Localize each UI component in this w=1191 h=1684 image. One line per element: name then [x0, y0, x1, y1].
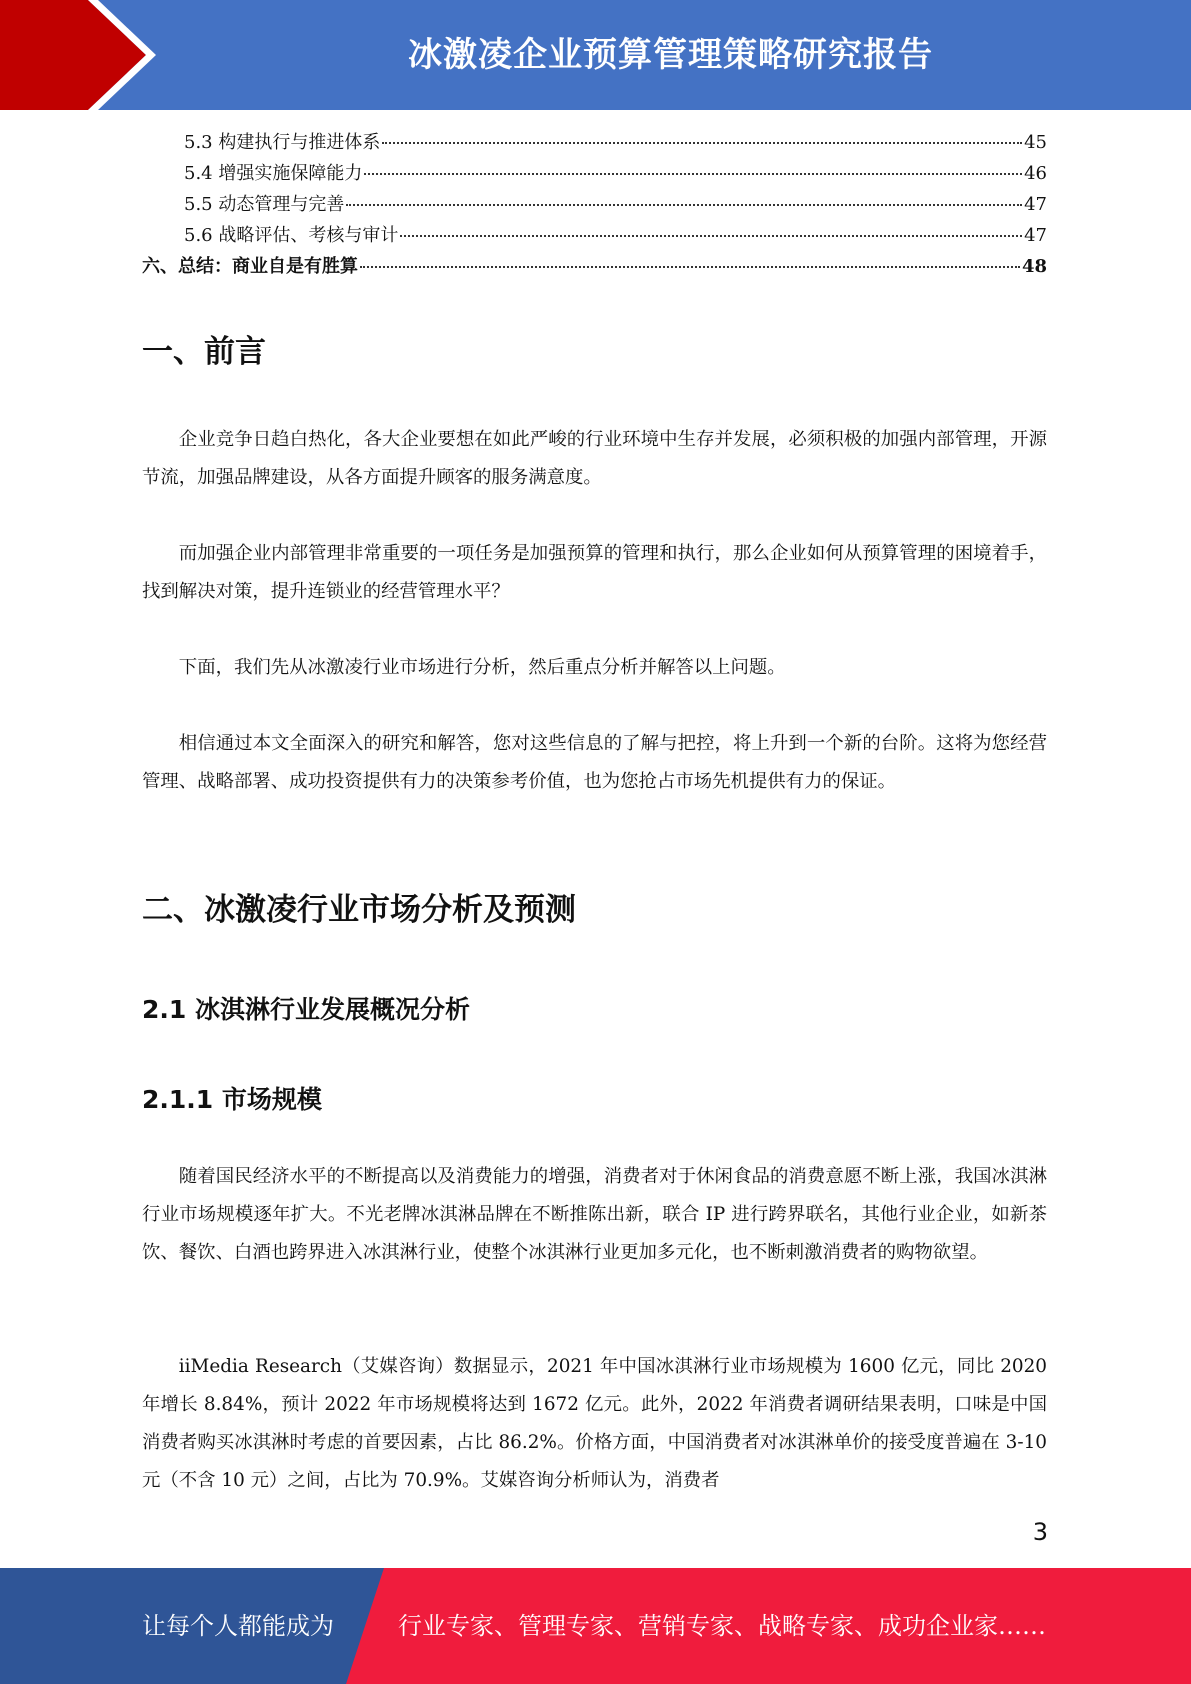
toc-entry-page: 48	[1021, 256, 1047, 277]
toc-leader-dots	[382, 142, 1022, 144]
toc-entry-label: 5.4 增强实施保障能力	[184, 163, 363, 184]
toc-entry-label: 六、总结：商业自是有胜算	[142, 256, 358, 277]
toc-entry-label: 5.5 动态管理与完善	[184, 194, 345, 215]
toc-leader-dots	[360, 266, 1020, 268]
toc-leader-dots	[346, 204, 1022, 206]
footer-slogan-left: 让每个人都能成为	[142, 1612, 334, 1640]
header-chevron-decoration	[0, 0, 160, 110]
toc-entry[interactable]	[142, 221, 1047, 252]
section-heading-market: 二、冰激凌行业市场分析及预测	[142, 892, 576, 928]
toc-entry-label: 5.6 战略评估、考核与审计	[184, 225, 399, 246]
toc-entry-page: 45	[1024, 132, 1047, 153]
toc-entry[interactable]	[142, 159, 1047, 190]
paragraph: 随着国民经济水平的不断提高以及消费能力的增强，消费者对于休闲食品的消费意愿不断上涨，我国冰淇淋行业市场规模逐年扩大。不光老牌冰淇淋品牌在不断推陈出新，联合 IP 进行跨界联名，其他行业企业，如新茶饮、餐饮、白酒也跨界进入冰淇淋行业，使整个冰淇淋行业更加多元化，也不断刺激消费者的购物欲望。	[142, 1166, 1047, 1263]
page-footer	[0, 1568, 1191, 1684]
subsection-heading: 2.1 冰淇淋行业发展概况分析	[142, 995, 470, 1024]
toc-entry-page: 47	[1024, 225, 1047, 246]
table-of-contents	[142, 128, 1047, 283]
toc-entry-page: 47	[1024, 194, 1047, 215]
toc-leader-dots	[400, 235, 1022, 237]
page-number: 3	[1032, 1518, 1048, 1546]
paragraph: iiMedia Research（艾媒咨询）数据显示，2021 年中国冰淇淋行业市场规模为 1600 亿元，同比 2020 年增长 8.84%，预计 2022 年市场规模将达到 1672 亿元。此外，2022 年消费者调研结果表明，口味是中国消费者购买冰淇淋时考虑的首要因素，占比 86.2%。价格方面，中国消费者对冰淇淋单价的接受度普遍在 3-10 元（不含 10 元）之间，占比为 70.9%。艾媒咨询分析师认为，消费者	[142, 1356, 1047, 1491]
paragraph: 而加强企业内部管理非常重要的一项任务是加强预算的管理和执行，那么企业如何从预算管理的困境着手，找到解决对策，提升连锁业的经营管理水平？	[142, 543, 1047, 602]
toc-entry-page: 46	[1024, 163, 1047, 184]
toc-entry-label: 5.3 构建执行与推进体系	[184, 132, 381, 153]
report-title: 冰激凌企业预算管理策略研究报告	[408, 35, 933, 75]
footer-slogan-right: 行业专家、管理专家、营销专家、战略专家、成功企业家……	[398, 1612, 1046, 1640]
section-heading-preface: 一、前言	[142, 334, 266, 370]
paragraph: 相信通过本文全面深入的研究和解答，您对这些信息的了解与把控，将上升到一个新的台阶。这将为您经营管理、战略部署、成功投资提供有力的决策参考价值，也为您抢占市场先机提供有力的保证。	[142, 733, 1047, 792]
paragraph: 企业竞争日趋白热化，各大企业要想在如此严峻的行业环境中生存并发展，必须积极的加强内部管理，开源节流，加强品牌建设，从各方面提升顾客的服务满意度。	[142, 429, 1047, 488]
page-header	[0, 0, 1191, 110]
paragraph: 下面，我们先从冰激凌行业市场进行分析，然后重点分析并解答以上问题。	[178, 657, 786, 678]
toc-entry[interactable]	[142, 190, 1047, 221]
toc-entry[interactable]	[142, 128, 1047, 159]
toc-leader-dots	[364, 173, 1022, 175]
subsection-heading: 2.1.1 市场规模	[142, 1085, 322, 1114]
toc-entry-chapter[interactable]	[142, 252, 1047, 283]
